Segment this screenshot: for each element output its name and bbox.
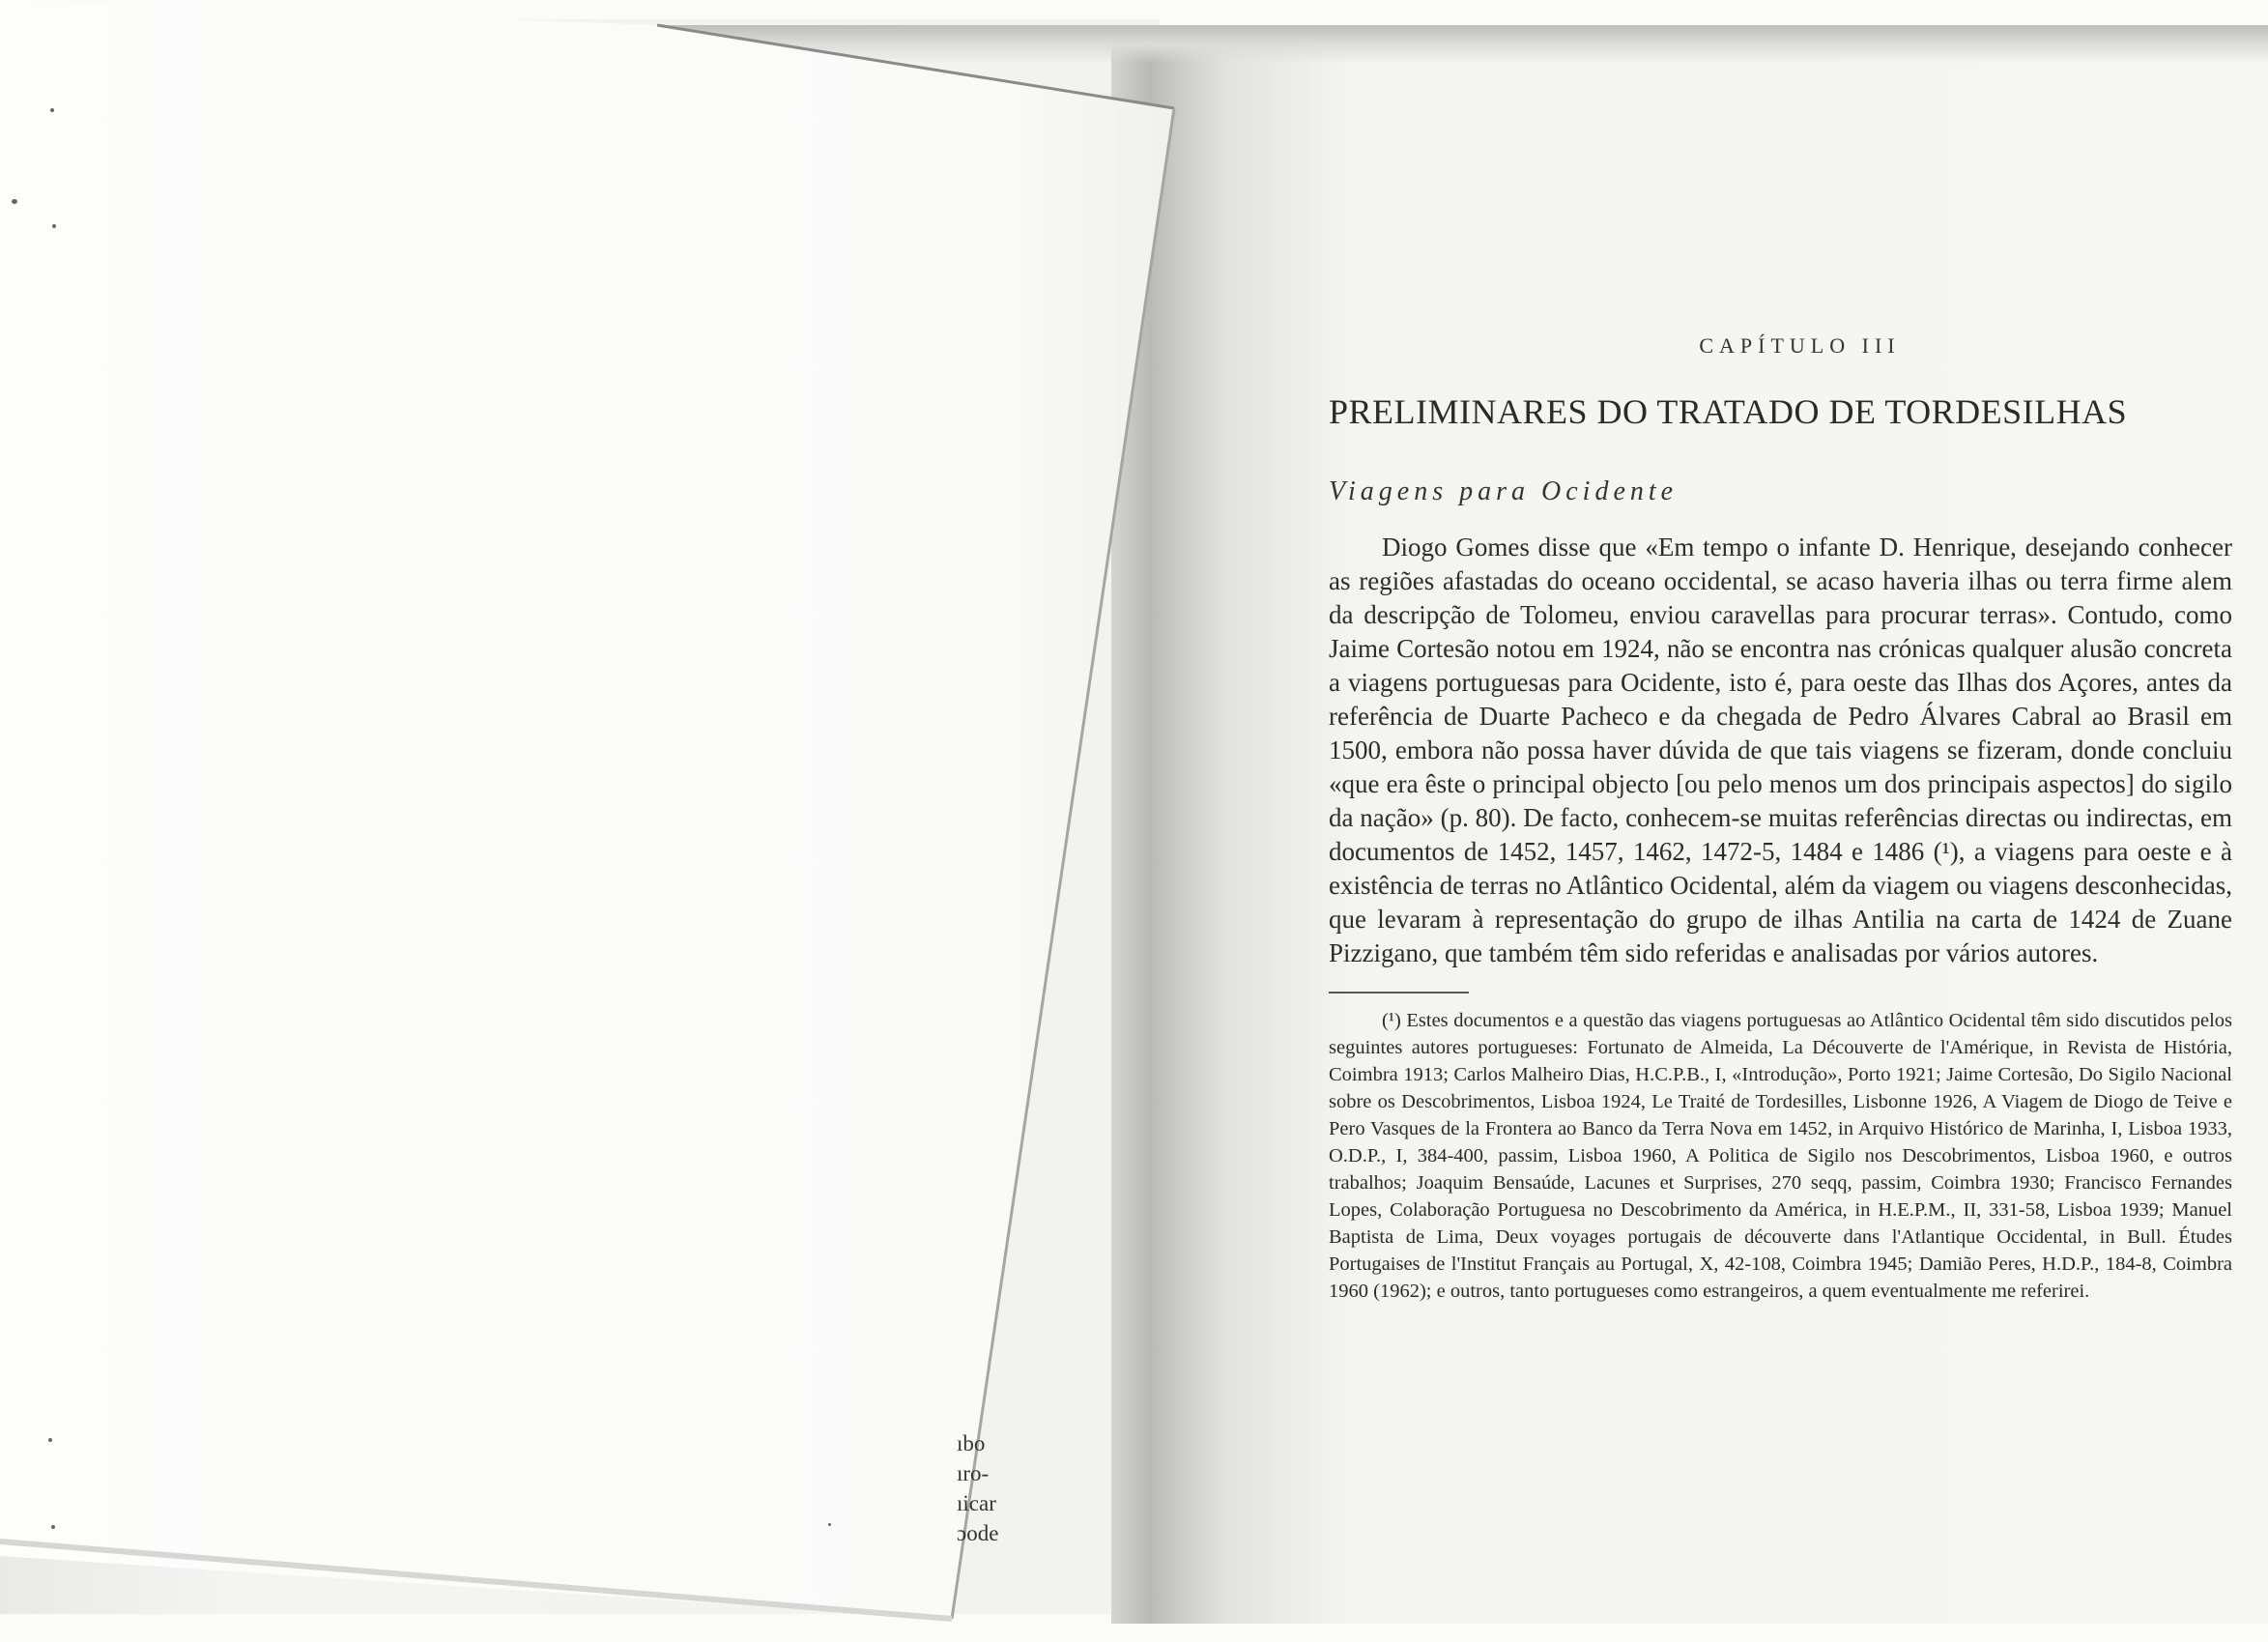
right-page-content	[1329, 333, 2232, 1305]
chapter-title: PRELIMINARES DO TRATADO DE TORDESILHAS	[1329, 392, 2128, 431]
left-page-text-fragments	[957, 1428, 1034, 1548]
left-fragment-line: ıro-	[957, 1461, 990, 1485]
chapter-label: CAPÍTULO III	[1699, 333, 1901, 358]
scan-speck	[52, 224, 56, 228]
section-heading: Viagens para Ocidente	[1329, 476, 1679, 506]
footnote: (¹) Estes documentos e a questão das viagens portuguesas ao Atlântico Ocidental têm sido discutidos pelos seguintes autores portugueses: Fortunato de Almeida, La Découverte de l'Amérique, in Revista de História, Coimbra 1913; Carlos Malheiro Dias, H.C.P.B., I, «Introdução», Porto 1921; Jaime Cortesão, Do Sigilo Nacional sobre os Descobrimentos, Lisboa 1924, Le Traité de Tordesilles, Lisbonne 1926, A Viagem de Diogo de Teive e Pero Vasques de la Frontera ao Banco da Terra Nova em 1452, in Arquivo Histórico de Marinha, I, Lisboa 1933, O.D.P., I, 384-400, passim, Lisboa 1960, A Politica de Sigilo nos Descobrimentos, Lisboa 1960, e outros trabalhos; Joaquim Bensaúde, Lacunes et Surprises, 270 seqq, passim, Coimbra 1930; Francisco Fernandes Lopes, Colaboração Portuguesa no Descobrimento da América, in H.E.P.M., II, 331-58, Lisboa 1939; Manuel Baptista de Lima, Deux voyages portugais de découverte dans l'Atlantique Occidental, in Bull. Études Portugaises de l'Institut Français au Portugal, X, 42-108, Coimbra 1945; Damião Peres, H.D.P., 184-8, Coimbra 1960 (1962); e outros, tanto portugueses como estrangeiros, a quem eventualmente me referirei.	[1329, 1010, 2232, 1302]
scan-speck	[50, 108, 54, 112]
scan-speck	[828, 1523, 831, 1526]
scan-speck	[51, 1525, 55, 1529]
left-fragment-line: ıicar	[957, 1491, 996, 1515]
scan-speck	[48, 1438, 52, 1442]
footnote-separator	[1329, 992, 1469, 994]
left-fragment-line: ıbo	[957, 1431, 986, 1455]
scan-speck	[12, 199, 17, 204]
left-fragment-line: ɔode	[957, 1521, 999, 1545]
body-paragraph: Diogo Gomes disse que «Em tempo o infante D. Henrique, desejando conhecer as regiões afastadas do oceano occidental, se acaso haveria ilhas ou terra firme alem da descripção de Tolomeu, enviou caravellas para procurar terras». Contudo, como Jaime Cortesão notou em 1924, não se encontra nas crónicas qualquer alusão concreta a viagens portuguesas para Ocidente, isto é, para oeste das Ilhas dos Açores, antes da referência de Duarte Pacheco e da chegada de Pedro Álvares Cabral ao Brasil em 1500, embora não possa haver dúvida de que tais viagens se fizeram, donde concluiu «que era êste o principal objecto [ou pelo menos um dos principais aspectos] do sigilo da nação» (p. 80). De facto, conhecem-se muitas referências directas ou indirectas, em documentos de 1452, 1457, 1462, 1472-5, 1484 e 1486 (¹), a viagens para oeste e à existência de terras no Atlântico Ocidental, além da viagem ou viagens desconhecidas, que levaram à representação do grupo de ilhas Antilia na carta de 1424 de Zuane Pizzigano, que também têm sido referidas e analisadas por vários autores.	[1329, 533, 2232, 967]
